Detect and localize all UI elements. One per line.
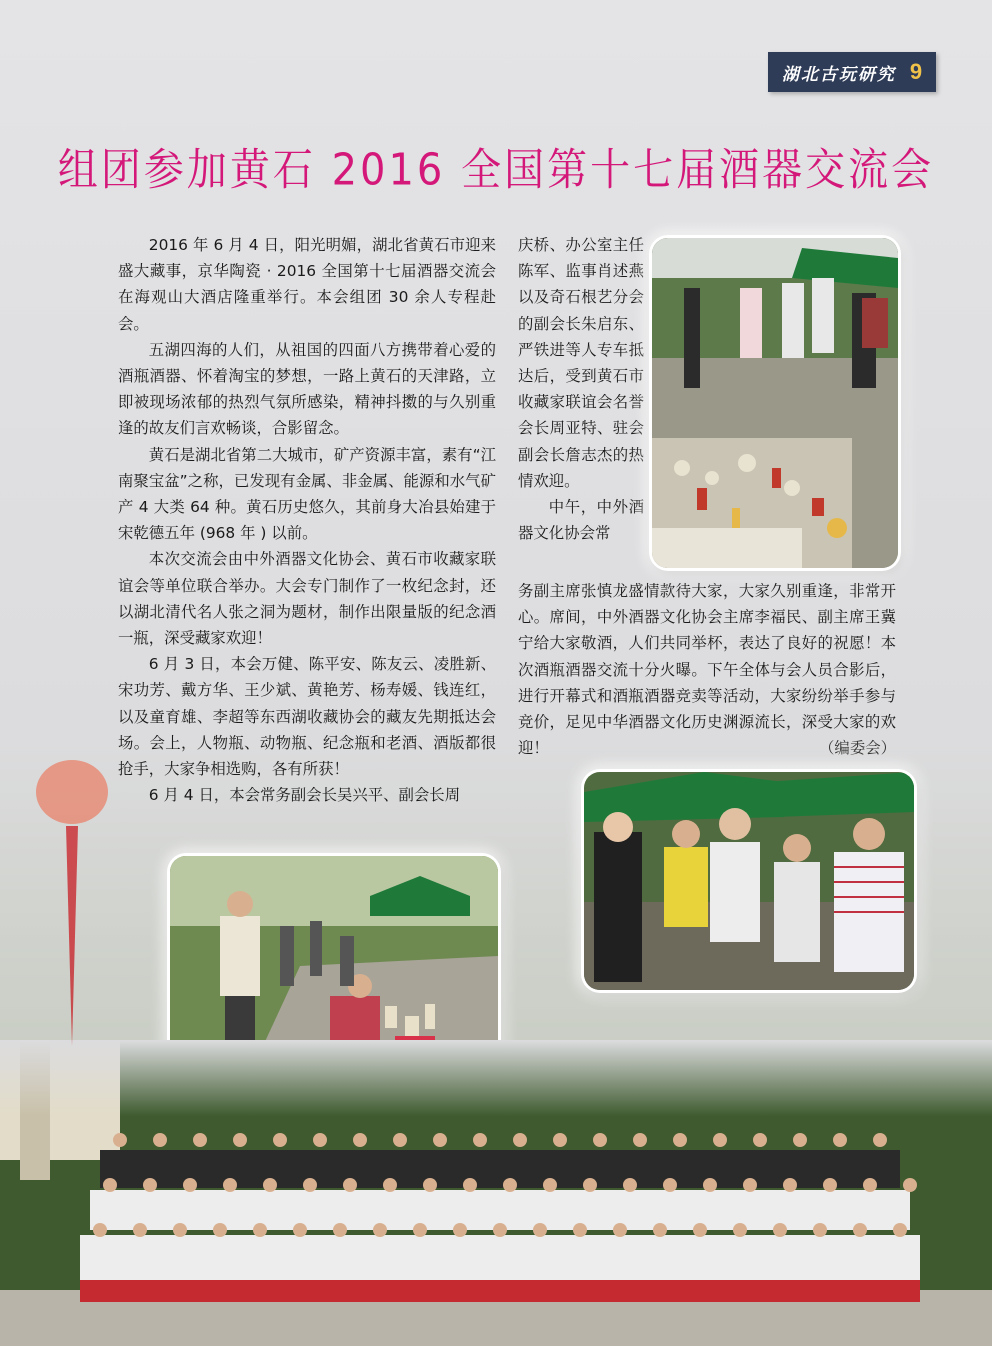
photo-conversation bbox=[584, 772, 914, 990]
article-signature: （编委会） bbox=[819, 739, 896, 758]
paragraph: 6 月 3 日，本会万健、陈平安、陈友云、凌胜新、宋功芳、戴方华、王少斌、黄艳芳、杨寿媛、钱连红，以及童育雄、李超等东西湖收藏协会的藏友先期抵达会场。会上，人物瓶、动物瓶、纪念瓶和老酒、酒版都很抢手，大家争相选购，各有所获！ bbox=[118, 655, 496, 779]
paragraph: 本次交流会由中外酒器文化协会、黄石市收藏家联谊会等单位联合举办。大会专门制作了一枚纪念封，还以湖北清代名人张之洞为题材，制作出限量版的纪念酒一瓶，深受藏家欢迎！ bbox=[118, 550, 496, 648]
paragraph: 五湖四海的人们，从祖国的四面八方携带着心爱的酒瓶酒器、怀着淘宝的梦想，一路上黄石的天津路，立即被现场浓郁的热烈气氛所感染，精神抖擞的与久别重逢的故友们言欢畅谈，合影留念。 bbox=[118, 340, 496, 438]
photo-market-stall bbox=[652, 238, 898, 568]
right-wide-column bbox=[518, 578, 896, 761]
paragraph: 黄石是湖北省第二大城市，矿产资源丰富，素有“江南聚宝盆”之称，已发现有金属、非金属、能源和水气矿产 4 大类 64 种。黄石历史悠久，其前身大冶县始建于宋乾德五年 (968 年 ) 以前。 bbox=[118, 445, 496, 543]
paragraph: 务副主席张慎龙盛情款待大家，大家久别重逢，非常开心。席间，中外酒器文化协会主席李福民、副主席王冀宁给大家敬酒，人们共同举杯，表达了良好的祝愿！本次酒瓶酒器交流十分火曝。下午全体与会人员合影后，进行开幕式和酒瓶酒器竞卖等活动，大家纷纷举手参与竞价，足见中华酒器文化历史渊源流长，深受大家的欢迎！ bbox=[518, 582, 896, 758]
group-photo bbox=[0, 1040, 992, 1346]
paragraph: 6 月 4 日，本会常务副会长吴兴平、副会长周 bbox=[148, 786, 461, 805]
paragraph: 2016 年 6 月 4 日，阳光明媚，湖北省黄石市迎来盛大藏事，京华陶瓷 · 2016 全国第十七届酒器交流会在海观山大酒店隆重举行。本会组团 30 余人专程赴会。 bbox=[118, 236, 496, 333]
paragraph: 庆桥、办公室主任陈军、监事肖述燕以及奇石根艺分会的副会长朱启东、严铁进等人专车抵达后，受到黄石市收藏家联谊会名誉会长周亚特、驻会副会长詹志杰的热情欢迎。 bbox=[518, 236, 644, 490]
page-number: 9 bbox=[909, 59, 923, 84]
article-title: 组团参加黄石 2016 全国第十七届酒器交流会 bbox=[57, 145, 935, 196]
right-narrow-column bbox=[518, 232, 644, 546]
magazine-name: 湖北古玩研究 bbox=[781, 64, 896, 85]
left-column bbox=[118, 232, 496, 808]
balloon-decoration bbox=[32, 756, 112, 1046]
paragraph: 中午，中外酒器文化协会常 bbox=[518, 498, 644, 543]
page-header-badge bbox=[768, 52, 936, 92]
